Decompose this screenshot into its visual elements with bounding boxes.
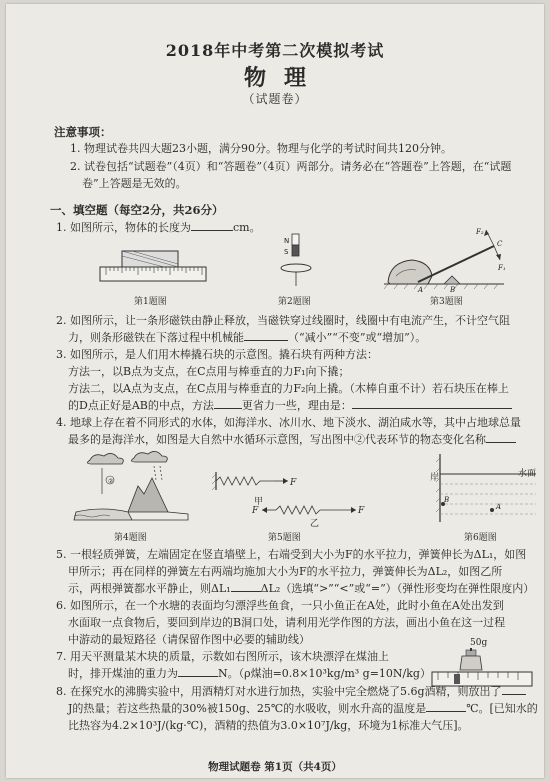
q4-answer-blank[interactable] — [486, 431, 516, 443]
figure-1-ruler — [98, 247, 210, 289]
q8-heat-blank[interactable] — [502, 683, 526, 695]
q1-text: 1. 如图所示，物体的长度为 — [56, 221, 191, 234]
q8-temperature-blank[interactable] — [426, 700, 466, 712]
question-8b — [68, 700, 538, 717]
notice-heading: 注意事项： — [54, 125, 112, 139]
figure-4-caption: 第4题图 — [114, 533, 147, 543]
svg-text:F₁: F₁ — [498, 264, 506, 272]
figure-2-magnet-coil — [278, 232, 314, 292]
figure-5-force-label-a: F — [290, 478, 297, 488]
figure-5-force-label-left: F — [252, 506, 259, 516]
figure-5-caption: 第5题图 — [268, 533, 301, 543]
question-6c: 中游动的最短路径（请保留作图中必要的辅助线） — [68, 633, 310, 646]
notice-item-1: 1. 物理试卷共四大题23小题，满分90分。物理与化学的考试时间共120分钟。 — [70, 142, 452, 155]
question-5b: 甲所示；再在同样的弹簧左右两端均施加大小为F的水平拉力，弹簧伸长为ΔL₂，如图乙所 — [68, 565, 503, 578]
question-4a: 4. 地球上存在着不同形式的水体，如海洋水、冰川水、地下淡水、湖泊咸水等，其中占地球总量 — [56, 416, 521, 429]
svg-text:F₂: F₂ — [476, 228, 484, 236]
svg-text:C: C — [497, 240, 503, 248]
question-6b: 水面取一点食物后，要回到岸边的B洞口处，请利用光学作图的方法，画出小鱼在这一过程 — [68, 616, 506, 629]
q3-method-blank[interactable] — [214, 397, 242, 409]
exam-title: 2018年中考第二次模拟考试 — [165, 41, 385, 60]
q7-constants: N。（ρ煤油=0.8×10³kg/m³ g=10N/kg） — [218, 667, 431, 680]
weight-label: 50g — [470, 638, 488, 648]
q5-text: 示，两根弹簧都水平静止，则ΔL₁ — [68, 582, 231, 595]
q7-answer-blank[interactable] — [178, 665, 218, 677]
svg-text:B: B — [450, 286, 456, 294]
q3-reason-blank[interactable] — [352, 397, 512, 409]
question-8d: 比热容为4.2×10³J/(kg·℃)，酒精的热值为3.0×10⁷J/kg，环境为1标准大气压]。 — [68, 719, 469, 732]
question-5c — [68, 580, 534, 597]
q2-options: （“减小”“不变”或“增加”）。 — [288, 331, 427, 344]
subject-title: 物理 — [243, 65, 324, 91]
q7-text: 时，排开煤油的重力为 — [68, 667, 178, 680]
notice-item-2b: 卷”上答题是无效的。 — [82, 177, 187, 190]
q1-unit: cm。 — [233, 221, 261, 234]
figure-6-caption: 第6题图 — [464, 533, 497, 543]
q3-text: 的D点正好是AB的中点，方法 — [68, 399, 214, 412]
question-6a: 6. 如图所示，在一个水塘的表面均匀漂浮些鱼食，一只小鱼正在A处，此时小鱼在A处出发到 — [56, 599, 504, 612]
figure-2-caption: 第2题图 — [278, 297, 311, 307]
question-3a: 3. 如图所示，是人们用木棒撬石块的示意图。撬石块有两种方法： — [56, 348, 378, 361]
q4-text: 最多的是海洋水，如图是大自然中水循环示意图，写出图中②代表环节的物态变化名称 — [68, 433, 486, 446]
figure-3-lever — [382, 226, 512, 294]
notice-item-2a: 2. 试卷包括“试题卷”（4页）和“答题卷”（4页）两部分。请务必在“答题卷”上答题，在“试题 — [70, 160, 512, 173]
q8-text-3: ℃。[已知水的 — [466, 702, 538, 715]
page-footer: 物理试题卷 第1页（共4页） — [208, 761, 342, 773]
svg-text:A: A — [418, 286, 424, 294]
question-3d — [68, 397, 512, 414]
question-2b — [68, 329, 426, 346]
question-4b — [68, 431, 516, 448]
figure-6-water-surface-label: 水面 — [518, 469, 537, 479]
question-8a — [56, 683, 526, 700]
question-3c: 方法二，以A点为支点，在C点用与棒垂直的力F₂向上撬。（木棒自重不计）若石块压在棒上 — [68, 382, 509, 395]
question-3b: 方法一，以B点为支点，在C点用与棒垂直的力F₁向下撬； — [68, 365, 350, 378]
figure-5-label-jia: 甲 — [254, 497, 264, 507]
figure-5-label-yi: 乙 — [310, 519, 320, 529]
q8-text: 8. 在探究水的沸腾实验中，用酒精灯对水进行加热，实验中完全燃烧了5.6g酒精，则放出了 — [56, 685, 502, 698]
svg-text:S: S — [284, 248, 289, 256]
question-1 — [56, 219, 261, 236]
figure-3-caption: 第3题图 — [430, 297, 463, 307]
figure-6-pond — [432, 452, 542, 526]
question-7b — [68, 665, 431, 682]
svg-text:N: N — [284, 237, 290, 245]
svg-text:A: A — [496, 503, 502, 511]
svg-text:②: ② — [108, 478, 114, 485]
q8-text-2: J的热量；若这些热量的30%被150g、25℃的水吸收，则水升高的温度是 — [68, 702, 427, 715]
exam-paper — [6, 4, 544, 778]
q1-answer-blank[interactable] — [191, 219, 233, 231]
figure-1-caption: 第1题图 — [134, 297, 167, 307]
q5-options: ΔL₂（选填“>”“<”或“=”）（弹性形变均在弹性限度内） — [260, 582, 535, 595]
q2-answer-blank[interactable] — [244, 329, 288, 341]
figure-6-shore-label: 岸 — [430, 473, 440, 483]
q3-reason-text: 更省力一些，理由是： — [241, 399, 352, 412]
figure-5-force-label-right: F — [358, 506, 365, 516]
question-2a: 2. 如图所示，让一条形磁铁由静止释放，当磁铁穿过线圈时，线圈中有电流产生，不计空气阻 — [56, 314, 510, 327]
q5-answer-blank[interactable] — [231, 580, 261, 592]
svg-text:B: B — [444, 496, 450, 504]
q2-text: 力，则条形磁铁在下落过程中机械能 — [68, 331, 244, 344]
paper-label: （试题卷） — [242, 92, 308, 106]
figure-4-water-cycle — [72, 450, 190, 526]
question-5a: 5. 一根轻质弹簧，左端固定在竖直墙壁上，右端受到大小为F的水平拉力，弹簧伸长为ΔL₁，如图 — [56, 548, 527, 561]
section-title: 一、填空题（每空2分，共26分） — [50, 203, 224, 217]
question-7a: 7. 用天平测量某木块的质量，示数如右图所示，该木块漂浮在煤油上 — [56, 650, 389, 663]
